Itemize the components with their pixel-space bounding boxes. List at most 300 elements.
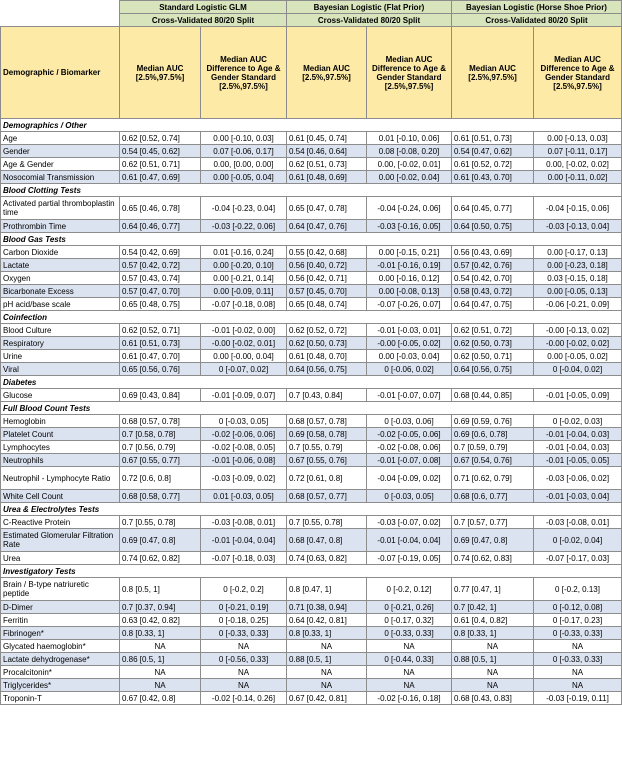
auc-difference-cell: 0.00 [-0.02, 0.04] xyxy=(367,171,452,184)
table-row xyxy=(1,614,622,627)
auc-difference-cell: 0 [-0.2, 0.13] xyxy=(534,578,622,601)
table-row xyxy=(1,441,622,454)
median-auc-cell: 0.62 [0.50, 0.73] xyxy=(452,337,534,350)
table-row xyxy=(1,246,622,259)
table-row xyxy=(1,324,622,337)
auc-difference-cell: -0.04 [-0.23, 0.04] xyxy=(201,197,287,220)
auc-difference-cell: -0.03 [-0.09, 0.02] xyxy=(201,467,287,490)
median-auc-cell: 0.68 [0.57, 0.77] xyxy=(287,490,367,503)
auc-difference-cell: 0.03 [-0.15, 0.18] xyxy=(534,272,622,285)
auc-interval: [2.5%,97.5%] xyxy=(468,72,517,82)
row-label: Lactate xyxy=(1,259,120,272)
table-row xyxy=(1,666,622,679)
auc-difference-cell: 0.00 [-0.16, 0.12] xyxy=(367,272,452,285)
row-label: Urine xyxy=(1,350,120,363)
median-auc-cell: 0.8 [0.47, 1] xyxy=(287,578,367,601)
auc-difference-cell: -0.01 [-0.04, 0.04] xyxy=(201,529,287,552)
row-label: White Cell Count xyxy=(1,490,120,503)
auc-difference-cell: 0 [-0.04, 0.02] xyxy=(534,363,622,376)
median-auc-cell: NA xyxy=(120,666,201,679)
median-auc-cell: 0.88 [0.5, 1] xyxy=(287,653,367,666)
auc-difference-cell: -0.04 [-0.24, 0.06] xyxy=(367,197,452,220)
split-header: Cross-Validated 80/20 Split xyxy=(287,14,452,27)
median-auc-cell: 0.62 [0.51, 0.73] xyxy=(287,158,367,171)
median-auc-cell: 0.71 [0.38, 0.94] xyxy=(287,601,367,614)
median-auc-cell: 0.67 [0.42, 0.8] xyxy=(120,692,201,705)
median-auc-cell: 0.68 [0.47, 0.8] xyxy=(287,529,367,552)
median-auc-cell: 0.7 [0.55, 0.78] xyxy=(120,516,201,529)
auc-difference-cell: -0.03 [-0.22, 0.06] xyxy=(201,220,287,233)
median-auc-cell: 0.65 [0.47, 0.78] xyxy=(287,197,367,220)
auc-difference-cell: 0.08 [-0.08, 0.20] xyxy=(367,145,452,158)
row-label: Neutrophil - Lymphocyte Ratio xyxy=(1,467,120,490)
median-auc-cell: 0.64 [0.47, 0.75] xyxy=(452,298,534,311)
auc-difference-cell: 0 [-0.33, 0.33] xyxy=(534,627,622,640)
median-auc-cell: 0.72 [0.6, 0.8] xyxy=(120,467,201,490)
median-auc-cell: 0.8 [0.33, 1] xyxy=(120,627,201,640)
median-auc-cell: NA xyxy=(120,679,201,692)
model-header-glm: Standard Logistic GLM xyxy=(120,1,287,14)
table-row xyxy=(1,679,622,692)
auc-difference-cell: 0 [-0.03, 0.05] xyxy=(367,490,452,503)
median-auc-cell: 0.68 [0.57, 0.78] xyxy=(120,415,201,428)
table-row xyxy=(1,692,622,705)
auc-difference-cell: -0.03 [-0.19, 0.11] xyxy=(534,692,622,705)
row-label: Lymphocytes xyxy=(1,441,120,454)
median-auc-cell: 0.69 [0.47, 0.8] xyxy=(452,529,534,552)
table-row xyxy=(1,363,622,376)
table-row xyxy=(1,350,622,363)
median-auc-cell: 0.61 [0.43, 0.70] xyxy=(452,171,534,184)
row-label: Ferritin xyxy=(1,614,120,627)
auc-difference-cell: -0.03 [-0.16, 0.05] xyxy=(367,220,452,233)
median-auc-cell: NA xyxy=(120,640,201,653)
auc-difference-cell: 0 [-0.02, 0.04] xyxy=(534,529,622,552)
auc-difference-cell: -0.01 [-0.04, 0.03] xyxy=(534,428,622,441)
median-auc-cell: 0.7 [0.56, 0.79] xyxy=(120,441,201,454)
auc-difference-cell: -0.07 [-0.18, 0.03] xyxy=(201,552,287,565)
median-auc-cell: 0.8 [0.5, 1] xyxy=(120,578,201,601)
median-auc-cell: 0.62 [0.52, 0.74] xyxy=(120,132,201,145)
row-label: Hemoglobin xyxy=(1,415,120,428)
auc-difference-cell: 0.00 [-0.05, 0.04] xyxy=(201,171,287,184)
column-header-auc-difference xyxy=(367,27,452,119)
table-row xyxy=(1,389,622,402)
auc-difference-cell: NA xyxy=(534,640,622,653)
median-auc-cell: 0.56 [0.40, 0.72] xyxy=(287,259,367,272)
auc-difference-cell: 0 [-0.17, 0.23] xyxy=(534,614,622,627)
diff-interval: [2.5%,97.5%] xyxy=(553,81,602,91)
row-label: Brain / B-type natriuretic peptide xyxy=(1,578,120,601)
table-row xyxy=(1,627,622,640)
median-auc-cell: 0.57 [0.45, 0.70] xyxy=(287,285,367,298)
section-title: Coinfection xyxy=(1,311,622,324)
diff-label: Median AUC Difference to Age & Gender Standard xyxy=(540,54,615,82)
auc-difference-cell: -0.01 [-0.02, 0.00] xyxy=(201,324,287,337)
auc-difference-cell: 0.07 [-0.06, 0.17] xyxy=(201,145,287,158)
section-title: Full Blood Count Tests xyxy=(1,402,622,415)
auc-difference-cell: NA xyxy=(201,679,287,692)
column-header-median-auc xyxy=(120,27,201,119)
median-auc-cell: 0.68 [0.43, 0.83] xyxy=(452,692,534,705)
auc-difference-cell: 0.00 [-0.11, 0.02] xyxy=(534,171,622,184)
median-auc-cell: 0.64 [0.56, 0.75] xyxy=(452,363,534,376)
auc-difference-cell: -0.07 [-0.18, 0.08] xyxy=(201,298,287,311)
median-auc-cell: 0.77 [0.47, 1] xyxy=(452,578,534,601)
median-auc-cell: 0.62 [0.52, 0.72] xyxy=(287,324,367,337)
row-label: Urea xyxy=(1,552,120,565)
median-auc-cell: 0.7 [0.59, 0.79] xyxy=(452,441,534,454)
auc-difference-cell: 0.01 [-0.10, 0.06] xyxy=(367,132,452,145)
row-label: Age & Gender xyxy=(1,158,120,171)
auc-interval: [2.5%,97.5%] xyxy=(135,72,185,82)
auc-difference-cell: -0.02 [-0.16, 0.18] xyxy=(367,692,452,705)
table-row xyxy=(1,640,622,653)
column-header-median-auc xyxy=(452,27,534,119)
auc-difference-cell: 0 [-0.21, 0.26] xyxy=(367,601,452,614)
row-label: Fibrinogen* xyxy=(1,627,120,640)
median-auc-cell: 0.69 [0.58, 0.78] xyxy=(287,428,367,441)
table-row xyxy=(1,653,622,666)
median-auc-cell: 0.62 [0.51, 0.72] xyxy=(452,324,534,337)
median-auc-cell: 0.68 [0.44, 0.85] xyxy=(452,389,534,402)
auc-difference-cell: -0.01 [-0.07, 0.07] xyxy=(367,389,452,402)
auc-difference-cell: 0.00 [-0.13, 0.03] xyxy=(534,132,622,145)
median-auc-cell: 0.71 [0.62, 0.79] xyxy=(452,467,534,490)
median-auc-cell: 0.74 [0.62, 0.82] xyxy=(120,552,201,565)
auc-difference-cell: -0.04 [-0.09, 0.02] xyxy=(367,467,452,490)
auc-difference-cell: -0.00 [-0.05, 0.02] xyxy=(367,337,452,350)
auc-difference-cell: -0.01 [-0.05, 0.09] xyxy=(534,389,622,402)
auc-difference-cell: -0.03 [-0.08, 0.01] xyxy=(534,516,622,529)
section-title: Blood Clotting Tests xyxy=(1,184,622,197)
auc-difference-cell: 0 [-0.06, 0.02] xyxy=(367,363,452,376)
table-row xyxy=(1,132,622,145)
blank-cell xyxy=(1,14,120,27)
blank-cell xyxy=(1,1,120,14)
diff-label: Median AUC Difference to Age & Gender Standard xyxy=(372,54,446,82)
median-auc-cell: 0.58 [0.43, 0.72] xyxy=(452,285,534,298)
section-title: Investigatory Tests xyxy=(1,565,622,578)
auc-difference-cell: -0.01 [-0.09, 0.07] xyxy=(201,389,287,402)
auc-label: Median AUC xyxy=(303,63,350,73)
table-row xyxy=(1,171,622,184)
auc-difference-cell: 0 [-0.2, 0.12] xyxy=(367,578,452,601)
auc-difference-cell: NA xyxy=(201,666,287,679)
median-auc-cell: 0.57 [0.42, 0.76] xyxy=(452,259,534,272)
table-row xyxy=(1,578,622,601)
auc-difference-cell: -0.01 [-0.05, 0.05] xyxy=(534,454,622,467)
auc-difference-cell: -0.01 [-0.06, 0.08] xyxy=(201,454,287,467)
auc-difference-cell: 0.00 [-0.09, 0.11] xyxy=(201,285,287,298)
table-row xyxy=(1,145,622,158)
median-auc-cell: 0.61 [0.48, 0.70] xyxy=(287,350,367,363)
table-row xyxy=(1,220,622,233)
auc-difference-cell: -0.02 [-0.06, 0.06] xyxy=(201,428,287,441)
auc-difference-cell: 0.00 [-0.00, 0.04] xyxy=(201,350,287,363)
auc-difference-cell: 0.00 [-0.05, 0.02] xyxy=(534,350,622,363)
median-auc-cell: 0.65 [0.48, 0.75] xyxy=(120,298,201,311)
median-auc-cell: 0.7 [0.55, 0.78] xyxy=(287,516,367,529)
auc-label: Median AUC xyxy=(469,63,516,73)
median-auc-cell: 0.7 [0.42, 1] xyxy=(452,601,534,614)
median-auc-cell: 0.62 [0.51, 0.71] xyxy=(120,158,201,171)
auc-difference-cell: 0.01 [-0.16, 0.24] xyxy=(201,246,287,259)
median-auc-cell: NA xyxy=(452,666,534,679)
split-header: Cross-Validated 80/20 Split xyxy=(452,14,622,27)
auc-difference-cell: 0 [-0.2, 0.2] xyxy=(201,578,287,601)
auc-difference-cell: -0.02 [-0.08, 0.05] xyxy=(201,441,287,454)
median-auc-cell: 0.65 [0.46, 0.78] xyxy=(120,197,201,220)
row-label: Prothrombin Time xyxy=(1,220,120,233)
median-auc-cell: 0.8 [0.33, 1] xyxy=(452,627,534,640)
auc-difference-cell: -0.00 [-0.02, 0.02] xyxy=(534,337,622,350)
median-auc-cell: 0.54 [0.46, 0.64] xyxy=(287,145,367,158)
table-row xyxy=(1,259,622,272)
median-auc-cell: 0.61 [0.47, 0.69] xyxy=(120,171,201,184)
table-row xyxy=(1,529,622,552)
auc-difference-cell: 0 [-0.44, 0.33] xyxy=(367,653,452,666)
median-auc-cell: 0.67 [0.55, 0.76] xyxy=(287,454,367,467)
auc-difference-cell: -0.02 [-0.14, 0.26] xyxy=(201,692,287,705)
table-row xyxy=(1,337,622,350)
table-row xyxy=(1,272,622,285)
median-auc-cell: 0.64 [0.47, 0.76] xyxy=(287,220,367,233)
row-label: D-Dimer xyxy=(1,601,120,614)
row-label: Triglycerides* xyxy=(1,679,120,692)
auc-difference-cell: -0.03 [-0.08, 0.01] xyxy=(201,516,287,529)
median-auc-cell: 0.64 [0.45, 0.77] xyxy=(452,197,534,220)
row-label: Estimated Glomerular Filtration Rate xyxy=(1,529,120,552)
auc-difference-cell: 0.00, [0.00, 0.00] xyxy=(201,158,287,171)
auc-interval: [2.5%,97.5%] xyxy=(302,72,351,82)
auc-difference-cell: NA xyxy=(534,679,622,692)
median-auc-cell: 0.55 [0.42, 0.68] xyxy=(287,246,367,259)
table-row xyxy=(1,454,622,467)
table-row xyxy=(1,490,622,503)
median-auc-cell: 0.69 [0.6, 0.78] xyxy=(452,428,534,441)
median-auc-cell: 0.64 [0.50, 0.75] xyxy=(452,220,534,233)
model-header-flat: Bayesian Logistic (Flat Prior) xyxy=(287,1,452,14)
split-header: Cross-Validated 80/20 Split xyxy=(120,14,287,27)
auc-label: Median AUC xyxy=(136,63,184,73)
model-header-horseshoe: Bayesian Logistic (Horse Shoe Prior) xyxy=(452,1,622,14)
auc-difference-cell: NA xyxy=(367,640,452,653)
auc-difference-cell: NA xyxy=(534,666,622,679)
auc-difference-cell: 0 [-0.18, 0.25] xyxy=(201,614,287,627)
auc-difference-cell: 0.00 [-0.23, 0.18] xyxy=(534,259,622,272)
median-auc-cell: 0.61 [0.45, 0.74] xyxy=(287,132,367,145)
auc-difference-cell: 0 [-0.12, 0.08] xyxy=(534,601,622,614)
median-auc-cell: 0.68 [0.58, 0.77] xyxy=(120,490,201,503)
table-row xyxy=(1,552,622,565)
row-label: pH acid/base scale xyxy=(1,298,120,311)
auc-difference-cell: 0 [-0.03, 0.05] xyxy=(201,415,287,428)
median-auc-cell: 0.61 [0.51, 0.73] xyxy=(120,337,201,350)
median-auc-cell: 0.64 [0.42, 0.81] xyxy=(287,614,367,627)
row-label: Troponin-T xyxy=(1,692,120,705)
table-row xyxy=(1,285,622,298)
auc-difference-cell: -0.01 [-0.04, 0.04] xyxy=(367,529,452,552)
auc-difference-cell: -0.01 [-0.03, 0.04] xyxy=(534,490,622,503)
auc-difference-cell: -0.04 [-0.15, 0.06] xyxy=(534,197,622,220)
median-auc-cell: 0.56 [0.43, 0.69] xyxy=(452,246,534,259)
auc-difference-cell: 0.00 [-0.21, 0.14] xyxy=(201,272,287,285)
auc-difference-cell: 0.00 [-0.20, 0.10] xyxy=(201,259,287,272)
table-row xyxy=(1,467,622,490)
auc-difference-cell: 0 [-0.33, 0.33] xyxy=(201,627,287,640)
median-auc-cell: 0.68 [0.57, 0.78] xyxy=(287,415,367,428)
table-row xyxy=(1,516,622,529)
table-row xyxy=(1,415,622,428)
auc-difference-cell: -0.01 [-0.04, 0.03] xyxy=(534,441,622,454)
median-auc-cell: 0.56 [0.42, 0.71] xyxy=(287,272,367,285)
auc-difference-cell: 0 [-0.56, 0.33] xyxy=(201,653,287,666)
diff-interval: [2.5%,97.5%] xyxy=(384,81,434,91)
auc-difference-cell: 0 [-0.02, 0.03] xyxy=(534,415,622,428)
row-label: Oxygen xyxy=(1,272,120,285)
auc-difference-cell: -0.07 [-0.19, 0.05] xyxy=(367,552,452,565)
row-label: Gender xyxy=(1,145,120,158)
auc-difference-cell: -0.06 [-0.21, 0.09] xyxy=(534,298,622,311)
table-row xyxy=(1,298,622,311)
row-label: Glycated haemoglobin* xyxy=(1,640,120,653)
auc-difference-cell: 0.01 [-0.03, 0.05] xyxy=(201,490,287,503)
table-row xyxy=(1,158,622,171)
auc-difference-cell: 0.00 [-0.08, 0.13] xyxy=(367,285,452,298)
median-auc-cell: 0.62 [0.52, 0.71] xyxy=(120,324,201,337)
auc-difference-cell: NA xyxy=(201,640,287,653)
auc-difference-cell: 0 [-0.17, 0.32] xyxy=(367,614,452,627)
row-label: Neutrophils xyxy=(1,454,120,467)
median-auc-cell: 0.67 [0.42, 0.81] xyxy=(287,692,367,705)
median-auc-cell: NA xyxy=(287,640,367,653)
median-auc-cell: 0.62 [0.50, 0.71] xyxy=(452,350,534,363)
column-header-median-auc xyxy=(287,27,367,119)
column-header-biomarker: Demographic / Biomarker xyxy=(1,27,120,119)
row-label: Carbon Dioxide xyxy=(1,246,120,259)
row-label: Age xyxy=(1,132,120,145)
median-auc-cell: 0.8 [0.33, 1] xyxy=(287,627,367,640)
median-auc-cell: 0.86 [0.5, 1] xyxy=(120,653,201,666)
median-auc-cell: 0.54 [0.42, 0.70] xyxy=(452,272,534,285)
diff-interval: [2.5%,97.5%] xyxy=(219,81,268,91)
median-auc-cell: 0.54 [0.42, 0.69] xyxy=(120,246,201,259)
diff-label: Median AUC Difference to Age & Gender Standard xyxy=(206,54,281,82)
row-label: Bicarbonate Excess xyxy=(1,285,120,298)
section-title: Blood Gas Tests xyxy=(1,233,622,246)
row-label: Glucose xyxy=(1,389,120,402)
row-label: Respiratory xyxy=(1,337,120,350)
median-auc-cell: 0.68 [0.6, 0.77] xyxy=(452,490,534,503)
median-auc-cell: 0.63 [0.42, 0.82] xyxy=(120,614,201,627)
auc-difference-cell: -0.01 [-0.16, 0.19] xyxy=(367,259,452,272)
auc-difference-cell: 0.00 [-0.15, 0.21] xyxy=(367,246,452,259)
section-title: Urea & Electrolytes Tests xyxy=(1,503,622,516)
auc-difference-cell: -0.01 [-0.03, 0.01] xyxy=(367,324,452,337)
median-auc-cell: NA xyxy=(287,679,367,692)
auc-difference-cell: -0.03 [-0.06, 0.02] xyxy=(534,467,622,490)
auc-difference-cell: 0 [-0.21, 0.19] xyxy=(201,601,287,614)
table-row xyxy=(1,601,622,614)
auc-difference-cell: -0.02 [-0.08, 0.06] xyxy=(367,441,452,454)
column-header-auc-difference xyxy=(201,27,287,119)
auc-difference-cell: -0.02 [-0.05, 0.06] xyxy=(367,428,452,441)
section-title: Demographics / Other xyxy=(1,119,622,132)
table-row xyxy=(1,197,622,220)
median-auc-cell: 0.7 [0.37, 0.94] xyxy=(120,601,201,614)
table-row xyxy=(1,428,622,441)
auc-difference-cell: 0 [-0.33, 0.33] xyxy=(367,627,452,640)
row-label: Procalcitonin* xyxy=(1,666,120,679)
median-auc-cell: 0.74 [0.63, 0.82] xyxy=(287,552,367,565)
auc-difference-cell: 0.00, [-0.02, 0.01] xyxy=(367,158,452,171)
median-auc-cell: 0.7 [0.43, 0.84] xyxy=(287,389,367,402)
median-auc-cell: 0.62 [0.50, 0.73] xyxy=(287,337,367,350)
section-title: Diabetes xyxy=(1,376,622,389)
median-auc-cell: 0.7 [0.55, 0.79] xyxy=(287,441,367,454)
auc-difference-cell: 0.00 [-0.05, 0.13] xyxy=(534,285,622,298)
median-auc-cell: 0.61 [0.4, 0.82] xyxy=(452,614,534,627)
auc-difference-cell: -0.07 [-0.26, 0.07] xyxy=(367,298,452,311)
auc-difference-cell: NA xyxy=(367,666,452,679)
median-auc-cell: 0.64 [0.46, 0.77] xyxy=(120,220,201,233)
median-auc-cell: NA xyxy=(452,640,534,653)
median-auc-cell: 0.69 [0.47, 0.8] xyxy=(120,529,201,552)
median-auc-cell: 0.72 [0.61, 0.8] xyxy=(287,467,367,490)
median-auc-cell: 0.7 [0.58, 0.78] xyxy=(120,428,201,441)
median-auc-cell: 0.61 [0.47, 0.70] xyxy=(120,350,201,363)
auc-difference-cell: 0.00, [-0.02, 0.02] xyxy=(534,158,622,171)
median-auc-cell: 0.67 [0.54, 0.76] xyxy=(452,454,534,467)
auc-difference-cell: 0 [-0.03, 0.06] xyxy=(367,415,452,428)
auc-difference-cell: 0 [-0.07, 0.02] xyxy=(201,363,287,376)
row-label: Platelet Count xyxy=(1,428,120,441)
auc-difference-cell: 0.07 [-0.11, 0.17] xyxy=(534,145,622,158)
median-auc-cell: 0.67 [0.55, 0.77] xyxy=(120,454,201,467)
auc-difference-cell: 0.00 [-0.10, 0.03] xyxy=(201,132,287,145)
auc-difference-cell: NA xyxy=(367,679,452,692)
auc-difference-cell: -0.03 [-0.07, 0.02] xyxy=(367,516,452,529)
auc-difference-cell: 0.00 [-0.17, 0.13] xyxy=(534,246,622,259)
median-auc-cell: NA xyxy=(452,679,534,692)
median-auc-cell: 0.57 [0.43, 0.74] xyxy=(120,272,201,285)
median-auc-cell: 0.61 [0.51, 0.73] xyxy=(452,132,534,145)
column-header-auc-difference xyxy=(534,27,622,119)
median-auc-cell: 0.69 [0.59, 0.76] xyxy=(452,415,534,428)
median-auc-cell: 0.57 [0.42, 0.72] xyxy=(120,259,201,272)
auc-difference-cell: -0.01 [-0.07, 0.08] xyxy=(367,454,452,467)
auc-difference-cell: 0 [-0.33, 0.33] xyxy=(534,653,622,666)
median-auc-cell: 0.74 [0.62, 0.83] xyxy=(452,552,534,565)
auc-difference-cell: -0.00 [-0.13, 0.02] xyxy=(534,324,622,337)
auc-difference-cell: -0.03 [-0.13, 0.04] xyxy=(534,220,622,233)
median-auc-cell: 0.65 [0.56, 0.76] xyxy=(120,363,201,376)
row-label: Blood Culture xyxy=(1,324,120,337)
median-auc-cell: 0.54 [0.45, 0.62] xyxy=(120,145,201,158)
row-label: C-Reactive Protein xyxy=(1,516,120,529)
median-auc-cell: 0.57 [0.47, 0.70] xyxy=(120,285,201,298)
median-auc-cell: 0.61 [0.48, 0.69] xyxy=(287,171,367,184)
median-auc-cell: 0.88 [0.5, 1] xyxy=(452,653,534,666)
median-auc-cell: 0.61 [0.52, 0.72] xyxy=(452,158,534,171)
median-auc-cell: 0.7 [0.57, 0.77] xyxy=(452,516,534,529)
median-auc-cell: 0.54 [0.47, 0.62] xyxy=(452,145,534,158)
auc-difference-cell: -0.00 [-0.02, 0.01] xyxy=(201,337,287,350)
median-auc-cell: 0.69 [0.43, 0.84] xyxy=(120,389,201,402)
auc-difference-cell: 0.00 [-0.03, 0.04] xyxy=(367,350,452,363)
row-label: Activated partial thromboplastin time xyxy=(1,197,120,220)
